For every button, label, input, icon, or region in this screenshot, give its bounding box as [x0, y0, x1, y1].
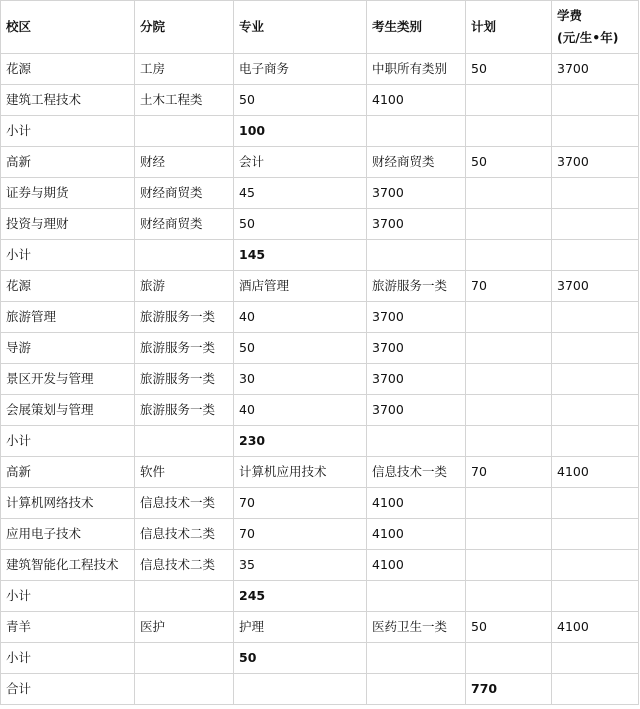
table-cell: 3700 [367, 302, 466, 333]
table-cell: 小计 [1, 240, 135, 271]
table-cell [466, 178, 552, 209]
table-cell [367, 116, 466, 147]
table-cell: 3700 [367, 395, 466, 426]
table-row [1, 147, 639, 178]
table-cell: 50 [234, 209, 367, 240]
table-row [1, 581, 639, 612]
table-cell: 4100 [367, 519, 466, 550]
table-cell: 70 [466, 271, 552, 302]
table-cell: 4100 [552, 457, 639, 488]
table-cell: 花源 [1, 54, 135, 85]
table-cell: 高新 [1, 147, 135, 178]
table-cell: 3700 [367, 364, 466, 395]
table-cell: 45 [234, 178, 367, 209]
table-cell [466, 550, 552, 581]
table-cell [466, 643, 552, 674]
table-cell [552, 426, 639, 457]
header-campus: 校区 [1, 1, 135, 54]
table-cell: 投资与理财 [1, 209, 135, 240]
table-cell: 30 [234, 364, 367, 395]
table-cell: 花源 [1, 271, 135, 302]
table-cell: 建筑智能化工程技术 [1, 550, 135, 581]
table-cell [466, 426, 552, 457]
table-cell: 小计 [1, 116, 135, 147]
table-cell: 3700 [552, 147, 639, 178]
table-cell [552, 488, 639, 519]
table-cell [466, 488, 552, 519]
table-cell [552, 643, 639, 674]
table-row [1, 178, 639, 209]
table-cell [466, 116, 552, 147]
table-cell: 40 [234, 395, 367, 426]
table-cell [466, 333, 552, 364]
table-cell: 50 [234, 333, 367, 364]
table-cell: 145 [234, 240, 367, 271]
table-row [1, 426, 639, 457]
table-cell: 70 [234, 519, 367, 550]
table-cell [552, 178, 639, 209]
table-cell [135, 581, 234, 612]
table-cell: 4100 [552, 612, 639, 643]
table-cell [552, 674, 639, 705]
header-tuition [552, 1, 639, 54]
table-cell: 护理 [234, 612, 367, 643]
header-college: 分院 [135, 1, 234, 54]
table-cell [552, 302, 639, 333]
table-cell: 应用电子技术 [1, 519, 135, 550]
table-cell [135, 643, 234, 674]
table-row [1, 85, 639, 116]
table-cell: 高新 [1, 457, 135, 488]
table-cell: 小计 [1, 581, 135, 612]
table-cell [367, 643, 466, 674]
table-cell [552, 364, 639, 395]
table-cell [466, 302, 552, 333]
table-row [1, 333, 639, 364]
table-cell: 会展策划与管理 [1, 395, 135, 426]
table-cell [552, 240, 639, 271]
table-row [1, 54, 639, 85]
table-cell: 软件 [135, 457, 234, 488]
table-cell: 景区开发与管理 [1, 364, 135, 395]
table-cell [466, 85, 552, 116]
table-cell: 信息技术一类 [367, 457, 466, 488]
table-cell [135, 674, 234, 705]
table-cell [466, 240, 552, 271]
table-cell: 财经商贸类 [135, 209, 234, 240]
table-cell: 3700 [552, 54, 639, 85]
table-row [1, 674, 639, 705]
table-cell [466, 209, 552, 240]
table-cell: 计算机网络技术 [1, 488, 135, 519]
table-cell: 会计 [234, 147, 367, 178]
table-cell: 青羊 [1, 612, 135, 643]
table-cell: 50 [466, 612, 552, 643]
table-cell [135, 116, 234, 147]
table-body [1, 54, 639, 705]
table-cell: 50 [466, 54, 552, 85]
table-row [1, 302, 639, 333]
table-cell: 合计 [1, 674, 135, 705]
table-cell: 财经商贸类 [367, 147, 466, 178]
table-cell: 3700 [367, 333, 466, 364]
table-row [1, 364, 639, 395]
table-cell: 证券与期货 [1, 178, 135, 209]
header-tuition-unit: (元/生•年) [557, 30, 619, 45]
table-cell: 计算机应用技术 [234, 457, 367, 488]
table-cell [466, 395, 552, 426]
table-cell: 4100 [367, 488, 466, 519]
table-row [1, 457, 639, 488]
table-row [1, 488, 639, 519]
table-cell: 50 [234, 643, 367, 674]
table-cell: 245 [234, 581, 367, 612]
table-cell: 4100 [367, 85, 466, 116]
table-cell [552, 550, 639, 581]
header-major: 专业 [234, 1, 367, 54]
table-cell [367, 426, 466, 457]
table-cell: 医护 [135, 612, 234, 643]
table-cell: 70 [466, 457, 552, 488]
header-tuition-label: 学费 [557, 8, 583, 23]
table-row [1, 116, 639, 147]
table-row [1, 643, 639, 674]
table-cell: 旅游管理 [1, 302, 135, 333]
table-cell: 财经 [135, 147, 234, 178]
table-row [1, 550, 639, 581]
table-cell: 旅游服务一类 [135, 302, 234, 333]
table-cell: 40 [234, 302, 367, 333]
table-row [1, 271, 639, 302]
table-cell: 70 [234, 488, 367, 519]
table-cell [552, 116, 639, 147]
table-cell: 4100 [367, 550, 466, 581]
table-cell [552, 395, 639, 426]
table-header-row [1, 1, 639, 54]
table-cell: 50 [466, 147, 552, 178]
table-cell: 建筑工程技术 [1, 85, 135, 116]
table-cell: 财经商贸类 [135, 178, 234, 209]
table-cell: 小计 [1, 643, 135, 674]
table-cell: 旅游服务一类 [135, 395, 234, 426]
table-row [1, 612, 639, 643]
table-cell: 导游 [1, 333, 135, 364]
header-plan: 计划 [466, 1, 552, 54]
table-cell: 3700 [367, 209, 466, 240]
table-cell: 770 [466, 674, 552, 705]
table-row [1, 240, 639, 271]
table-cell: 中职所有类别 [367, 54, 466, 85]
table-cell: 230 [234, 426, 367, 457]
table-cell: 旅游服务一类 [135, 364, 234, 395]
table-cell [552, 519, 639, 550]
table-cell: 100 [234, 116, 367, 147]
table-cell: 电子商务 [234, 54, 367, 85]
table-cell: 3700 [552, 271, 639, 302]
table-cell: 旅游 [135, 271, 234, 302]
table-cell: 酒店管理 [234, 271, 367, 302]
table-cell: 医药卫生一类 [367, 612, 466, 643]
table-cell: 50 [234, 85, 367, 116]
table-cell: 旅游服务一类 [135, 333, 234, 364]
table-cell: 信息技术二类 [135, 519, 234, 550]
table-cell: 35 [234, 550, 367, 581]
table-cell [135, 426, 234, 457]
table-cell: 土木工程类 [135, 85, 234, 116]
table-cell [552, 581, 639, 612]
table-cell [466, 519, 552, 550]
table-cell: 旅游服务一类 [367, 271, 466, 302]
table-cell [367, 581, 466, 612]
table-cell [552, 209, 639, 240]
table-cell: 工房 [135, 54, 234, 85]
table-cell [552, 333, 639, 364]
table-row [1, 395, 639, 426]
table-cell: 小计 [1, 426, 135, 457]
table-cell [367, 674, 466, 705]
table-cell: 信息技术二类 [135, 550, 234, 581]
table-cell [466, 364, 552, 395]
table-cell: 信息技术一类 [135, 488, 234, 519]
table-cell [367, 240, 466, 271]
table-row [1, 519, 639, 550]
table-cell [135, 240, 234, 271]
table-cell [552, 85, 639, 116]
table-row [1, 209, 639, 240]
table-cell: 3700 [367, 178, 466, 209]
header-applicant-category: 考生类别 [367, 1, 466, 54]
table-cell [234, 674, 367, 705]
table-cell [466, 581, 552, 612]
